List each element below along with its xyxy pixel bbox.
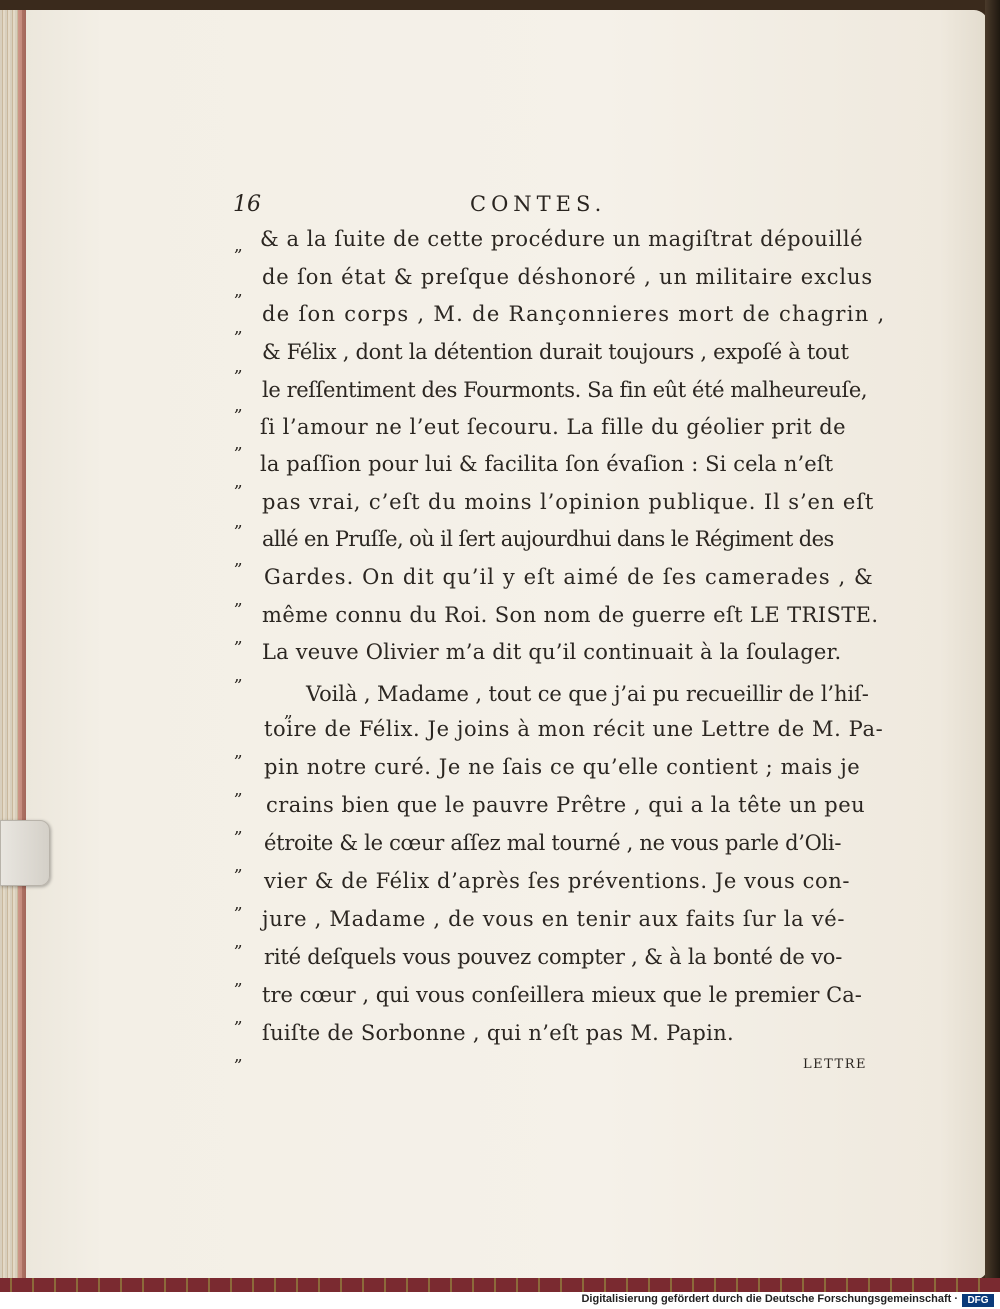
text-line: & Félix , dont la détention durait toujours , expoſé à tout [262,340,849,364]
digitization-credit: Digitalisierung gefördert durch die Deutsche Forschungsgemeinschaft · [581,1293,958,1305]
quote-mark: „ [234,434,243,454]
dfg-logo: DFG [962,1294,994,1307]
text-line: Voilà , Madame , tout ce que j’ai pu recueillir de l’hiſ- [306,682,869,706]
right-cover-edge [985,0,1000,1290]
page-number: 16 [233,192,261,217]
text-line: jure , Madame , de vous en tenir aux faits ſur la vé- [262,907,846,931]
text-line: allé en Pruſſe, où il ſert aujourdhui dans le Régiment des [262,527,834,551]
quote-mark: „ [234,894,243,914]
quote-mark: „ [234,780,243,800]
text-line: crains bien que le pauvre Prêtre , qui a la tête un peu [266,793,866,817]
text-line: tre cœur , qui vous conſeillera mieux que le premier Ca- [262,983,862,1007]
text-line: même connu du Roi. Son nom de guerre eſt LE TRISTE. [262,603,879,627]
text-line: de ſon corps , M. de Rançonnieres mort de chagrin , [262,302,886,326]
text-line: la paſſion pour lui & facilita ſon évaſion : Si cela n’eſt [260,452,834,476]
quote-mark: „ [284,702,293,722]
text-line: ſuiſte de Sorbonne , qui n’eſt pas M. Papin. [262,1021,734,1045]
bookmark-tab [0,820,50,886]
bottom-edge-band [0,1278,1000,1292]
text-line: pas vrai, c’eſt du moins l’opinion publique. Il s’en eſt [262,490,875,514]
quote-mark: „ [234,590,243,610]
text-line: étroite & le cœur aſſez mal tourné , ne vous parle d’Oli- [264,831,842,855]
quote-mark: „ [234,396,243,416]
red-edge [18,10,26,1280]
quote-mark: „ [234,666,243,686]
text-line: toire de Félix. Je joins à mon récit une Lettre de M. Pa- [264,717,884,741]
text-line: ſi l’amour ne l’eut ſecouru. La fille du géolier prit de [260,415,847,439]
quote-mark: „ [234,472,243,492]
quote-mark: „ [234,357,243,377]
text-line: pin notre curé. Je ne ſais ce qu’elle contient ; mais je [264,755,861,779]
quote-mark: „ [234,236,243,256]
catchword: LETTRE [803,1057,867,1072]
running-head: CONTES. [470,192,607,216]
text-line: Gardes. On dit qu’il y eſt aimé de ſes camerades , & [264,565,874,589]
quote-mark: „ [234,318,243,338]
text-line: rité deſquels vous pouvez compter , & à la bonté de vo- [264,945,843,969]
quote-mark: „ [234,1008,243,1028]
quote-mark: „ [234,628,243,648]
text-line: vier & de Félix d’après ſes préventions. Je vous con- [264,869,851,893]
quote-mark: „ [234,742,243,762]
quote-mark: „ [234,1046,243,1066]
quote-mark: „ [234,856,243,876]
quote-mark: „ [234,281,243,301]
quote-mark: „ [234,818,243,838]
quote-mark: „ [234,550,243,570]
text-line: le reſſentiment des Fourmonts. Sa fin eût été malheureuſe, [262,378,868,402]
quote-mark: „ [234,932,243,952]
text-line: de ſon état & preſque déshonoré , un militaire exclus [262,265,873,289]
quote-mark: „ [234,970,243,990]
text-line: La veuve Olivier m’a dit qu’il continuait à la ſoulager. [262,640,842,664]
quote-mark: „ [234,512,243,532]
text-line: & a la ſuite de cette procédure un magiſtrat dépouillé [260,227,864,251]
